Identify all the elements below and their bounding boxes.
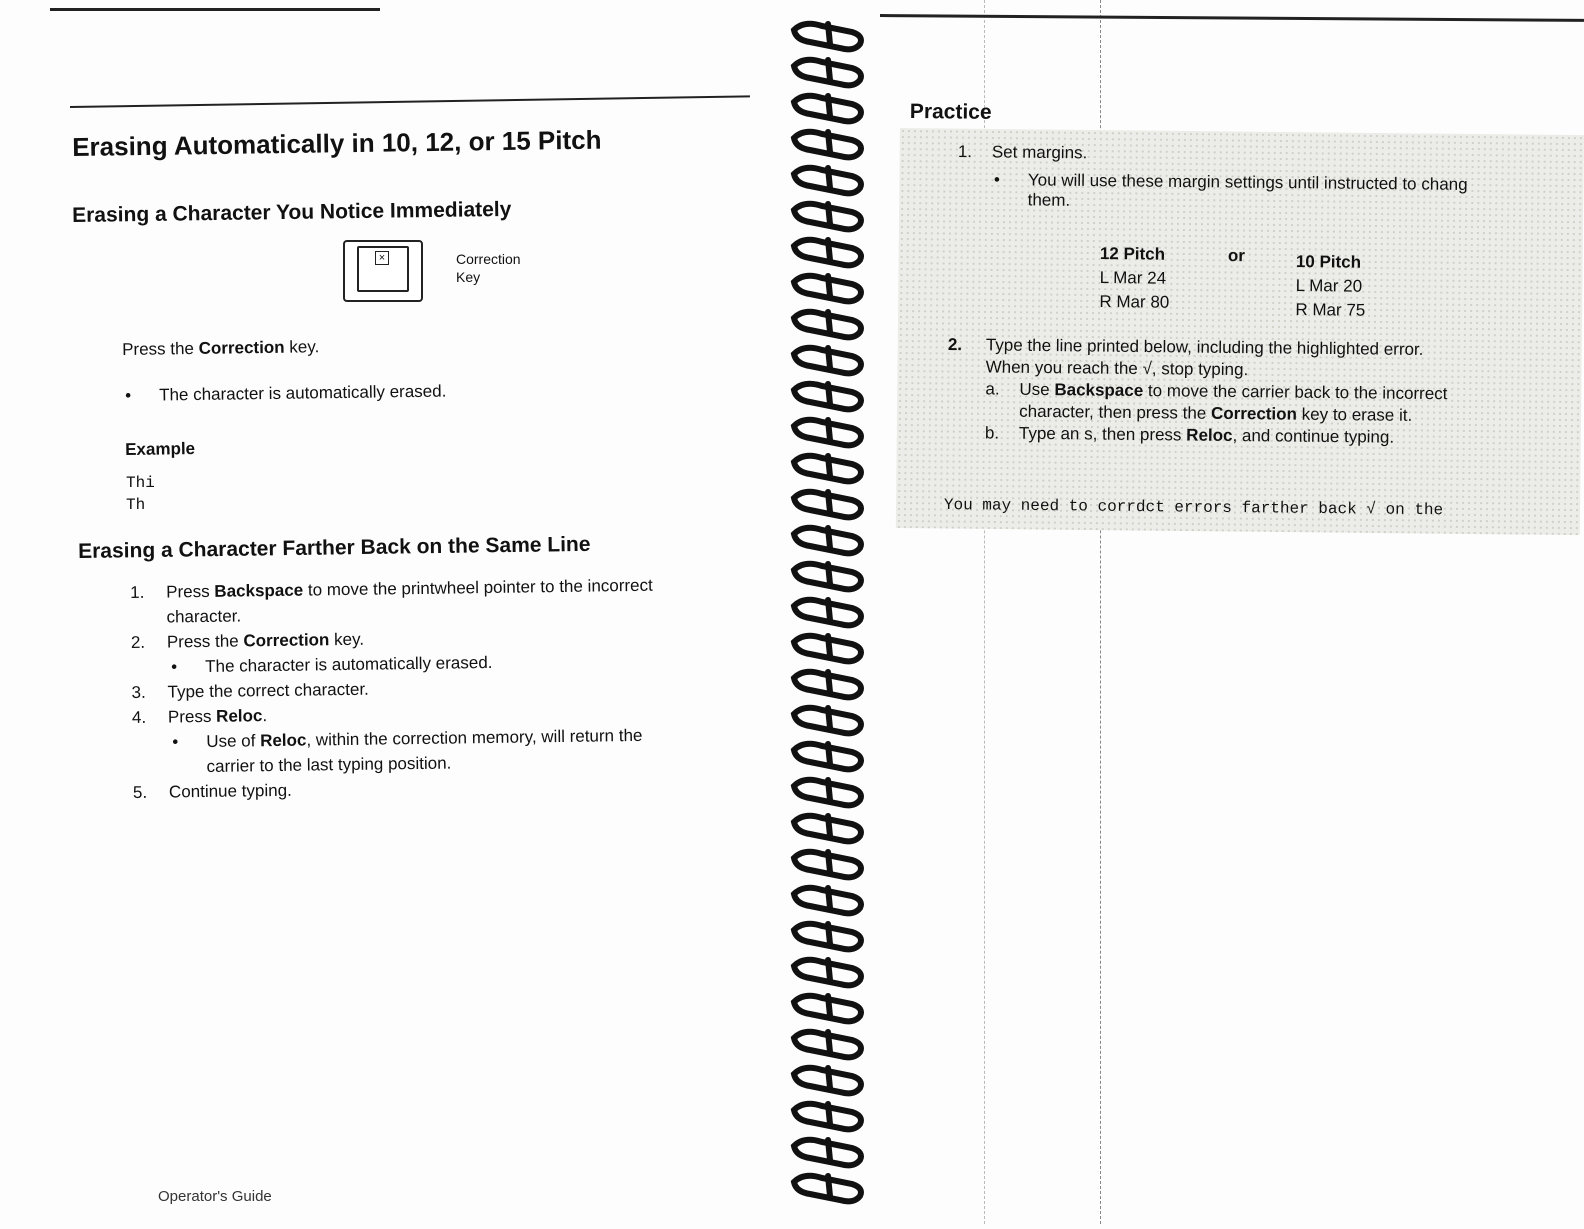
- page-title: Erasing Automatically in 10, 12, or 15 Pitch: [72, 124, 602, 162]
- spiral-coil-stem: [828, 240, 830, 260]
- section2-heading: Erasing a Character Farther Back on the Same Line: [78, 532, 591, 563]
- practice-item-1-bullet: • You will use these margin settings until instructed to chang them.: [993, 170, 1468, 210]
- spiral-binding: [780, 0, 880, 1224]
- spiral-coil-stem: [828, 996, 830, 1016]
- spiral-coil-stem: [828, 132, 830, 152]
- spiral-coil-stem: [828, 168, 830, 188]
- correction-key-icon: ×: [343, 240, 423, 302]
- spiral-coil-stem: [828, 1032, 830, 1052]
- spiral-coil-stem: [828, 600, 830, 620]
- list-item: 3. Type the correct character.: [131, 679, 369, 702]
- practice-item-2: 2. Type the line printed below, including the highlighted error. When you reach the √, stop typing. a. Use Backspace to move the carrier back to the incorrect character, then press the Correction key to erase it. b. Type an s, then press Reloc, and continue typing.: [947, 334, 1448, 447]
- spiral-coil-stem: [828, 816, 830, 836]
- spiral-coil-stem: [828, 492, 830, 512]
- spiral-coil-stem: [828, 1176, 830, 1196]
- typed-practice-line: You may need to corrdct errors farther back √ on the: [943, 496, 1444, 520]
- spiral-coil-stem: [828, 420, 830, 440]
- example-heading: Example: [125, 439, 196, 459]
- or-label: or: [1227, 246, 1245, 266]
- steps-list: [130, 573, 656, 805]
- spiral-coil-stem: [828, 672, 830, 692]
- spiral-coil-stem: [828, 456, 830, 476]
- spiral-coil-stem: [828, 384, 830, 404]
- spiral-coil-stem: [828, 960, 830, 980]
- spiral-coil-stem: [828, 708, 830, 728]
- spiral-coil-stem: [828, 1140, 830, 1160]
- left-page: [0, 0, 790, 1224]
- pitch12-settings: 12 Pitch L Mar 24 R Mar 80: [1099, 243, 1170, 312]
- spiral-coil-stem: [828, 852, 830, 872]
- example-line-1: Thi: [126, 474, 155, 492]
- spiral-coil-stem: [828, 348, 830, 368]
- spiral-coil-stem: [828, 924, 830, 944]
- spiral-coil-stem: [828, 528, 830, 548]
- list-item: 5. Continue typing.: [132, 780, 292, 802]
- practice-heading: Practice: [909, 100, 992, 124]
- top-rule: [880, 14, 1584, 22]
- list-item: 2. Press the Correction key.: [130, 629, 365, 652]
- spiral-coil-stem: [828, 24, 830, 44]
- practice-item-1: 1. Set margins.: [957, 142, 1088, 163]
- spiral-coils-graphic: [780, 0, 880, 1224]
- top-rule: [50, 8, 380, 11]
- bullet-item: • The character is automatically erased.: [125, 381, 447, 405]
- spiral-coil-stem: [828, 276, 830, 296]
- list-item: 4. Press Reloc.: [131, 706, 268, 727]
- spiral-coil-stem: [828, 204, 830, 224]
- example-line-2: Th: [126, 496, 146, 514]
- spiral-coil-stem: [828, 636, 830, 656]
- list-bullet: • The character is automatically erased.: [171, 652, 493, 677]
- spiral-coil-stem: [828, 744, 830, 764]
- press-correction-text: Press the Correction key.: [122, 337, 320, 359]
- spiral-coil-stem: [828, 564, 830, 584]
- spiral-coil-stem: [828, 312, 830, 332]
- footer-text: Operator's Guide: [158, 1188, 272, 1205]
- list-bullet: • Use of Reloc, within the correction memory, will return the: [172, 725, 643, 752]
- spiral-coil-stem: [828, 888, 830, 908]
- spiral-coil-stem: [828, 780, 830, 800]
- spiral-coil-stem: [828, 1068, 830, 1088]
- spiral-coil-stem: [828, 96, 830, 116]
- spiral-coil-stem: [828, 60, 830, 80]
- correction-key-label: Correction Key: [456, 251, 521, 285]
- spiral-coil-stem: [828, 1104, 830, 1124]
- title-rule: [70, 95, 750, 108]
- list-bullet-cont: carrier to the last typing position.: [206, 753, 452, 776]
- section1-heading: Erasing a Character You Notice Immediately: [72, 197, 512, 227]
- pitch10-settings: 10 Pitch L Mar 20 R Mar 75: [1295, 251, 1366, 320]
- list-item: 1. Press Backspace to move the printwheel pointer to the incorrect: [130, 575, 653, 602]
- list-item-cont: character.: [166, 606, 242, 627]
